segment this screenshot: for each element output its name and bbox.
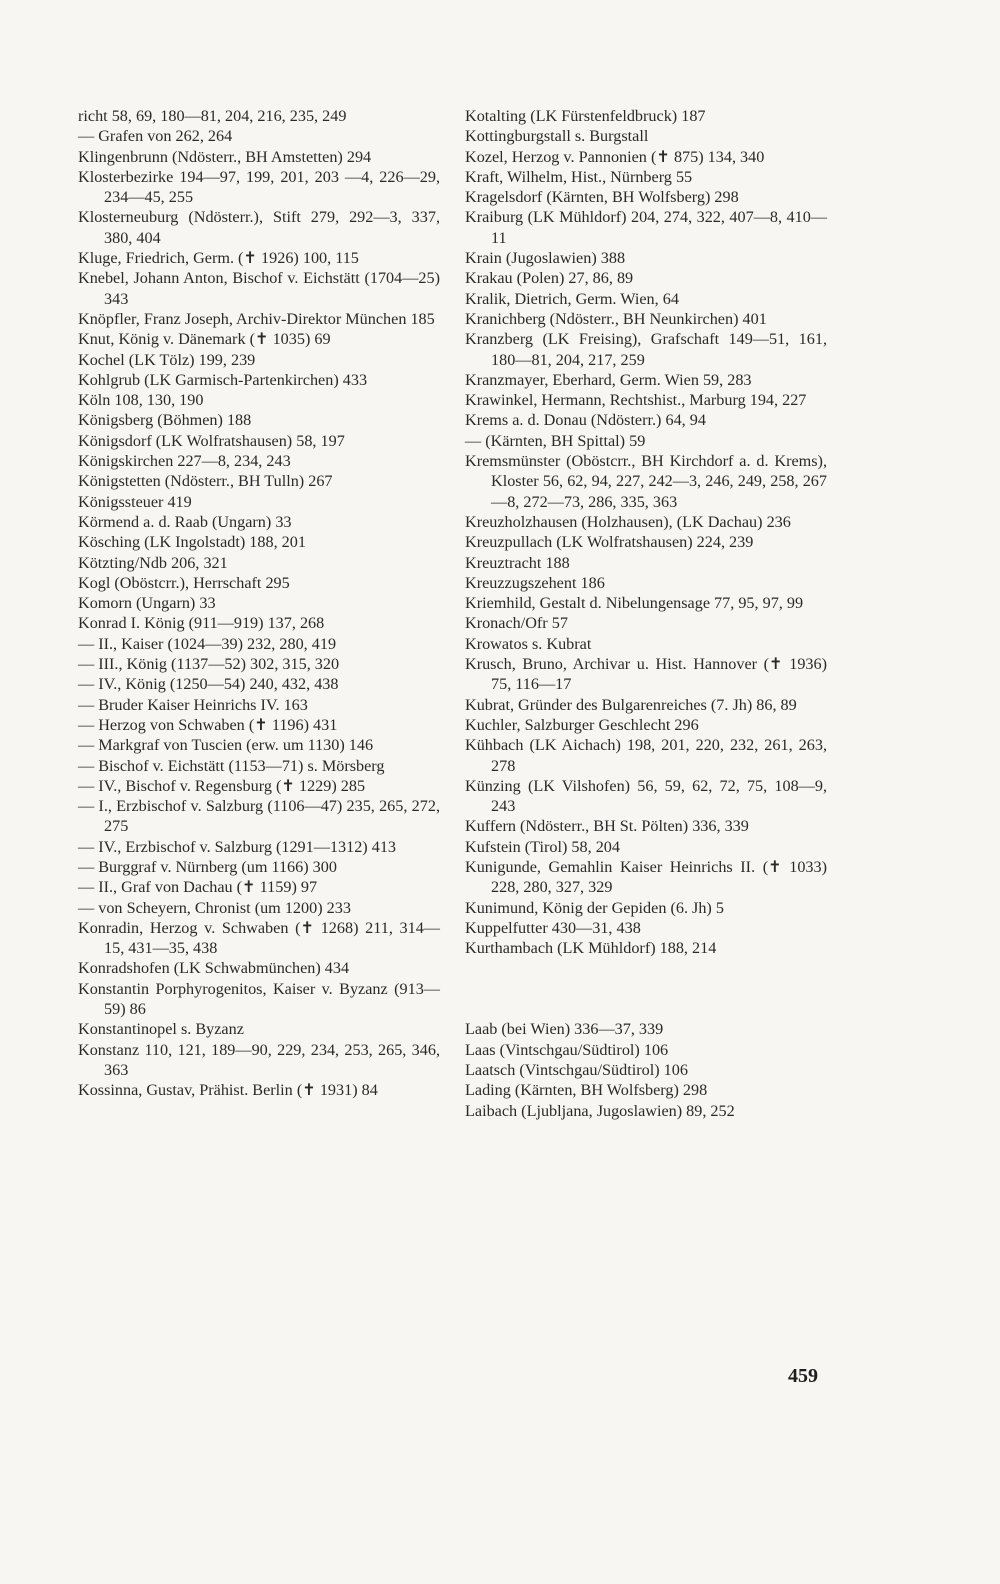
index-entry: Klingenbrunn (Ndösterr., BH Amstetten) 294 <box>78 147 372 166</box>
index-column-right <box>465 106 827 1121</box>
index-entry: Krowatos s. Kubrat <box>465 634 592 653</box>
index-entry: Kralik, Dietrich, Germ. Wien, 64 <box>465 289 679 308</box>
index-entry: Komorn (Ungarn) 33 <box>78 594 216 613</box>
index-entry: Krems a. d. Donau (Ndösterr.) 64, 94 <box>465 411 706 430</box>
index-entry: Kranzberg (LK Freising), Grafschaft 149—51, 161, 180—81, 204, 217, 259 <box>465 330 827 369</box>
index-entry: Königssteuer 419 <box>78 492 192 511</box>
index-entry: Kraft, Wilhelm, Hist., Nürnberg 55 <box>465 167 693 186</box>
index-entry: Konstantinopel s. Byzanz <box>78 1020 244 1039</box>
index-entry: Königsdorf (LK Wolfratshausen) 58, 197 <box>78 431 345 450</box>
index-entry: Kunigunde, Gemahlin Kaiser Heinrichs II. (✝ 1033) 228, 280, 327, 329 <box>465 857 827 897</box>
index-entry: Kühbach (LK Aichach) 198, 201, 220, 232, 261, 263, 278 <box>465 736 827 775</box>
index-entry: Kronach/Ofr 57 <box>465 614 568 633</box>
index-entry: Konstantin Porphyrogenitos, Kaiser v. Byzanz (913—59) 86 <box>78 979 440 1019</box>
index-entry: Kreuzpullach (LK Wolfratshausen) 224, 239 <box>465 533 754 552</box>
index-entry: Kuppelfutter 430—31, 438 <box>465 918 641 937</box>
index-entry: Kubrat, Gründer des Bulgarenreiches (7. Jh) 86, 89 <box>465 695 797 714</box>
index-entry: Kossinna, Gustav, Prähist. Berlin (✝ 1931) 84 <box>78 1081 378 1100</box>
index-entry: — Bischof v. Eichstätt (1153—71) s. Mörsberg <box>78 756 385 775</box>
index-entry: Kunimund, König der Gepiden (6. Jh) 5 <box>465 898 724 917</box>
index-entry: Klosterbezirke 194—97, 199, 201, 203 —4, 226—29, 234—45, 255 <box>78 167 440 207</box>
index-entry: — IV., König (1250—54) 240, 432, 438 <box>78 675 339 694</box>
index-group-k <box>465 106 827 958</box>
index-entry: — II., Kaiser (1024—39) 232, 280, 419 <box>78 634 337 653</box>
index-column-left <box>78 106 440 1101</box>
index-entry: Königskirchen 227—8, 234, 243 <box>78 452 291 471</box>
index-entry: Knöpfler, Franz Joseph, Archiv-Direktor München 185 <box>78 309 435 328</box>
index-entry: Kösching (LK Ingolstadt) 188, 201 <box>78 533 306 552</box>
index-entry: Klosterneuburg (Ndösterr.), Stift 279, 292—3, 337, 380, 404 <box>78 208 440 247</box>
index-entry: Kötzting/Ndb 206, 321 <box>78 553 228 572</box>
index-entry: Kurthambach (LK Mühldorf) 188, 214 <box>465 939 717 958</box>
index-entry: — III., König (1137—52) 302, 315, 320 <box>78 655 340 674</box>
index-entry: — I., Erzbischof v. Salzburg (1106—47) 235, 265, 272, 275 <box>78 797 440 836</box>
section-gap <box>465 958 827 1019</box>
index-entry: Krawinkel, Hermann, Rechtshist., Marburg 194, 227 <box>465 391 807 410</box>
index-entry: Kochel (LK Tölz) 199, 239 <box>78 350 256 369</box>
index-entry: Krain (Jugoslawien) 388 <box>465 249 626 268</box>
index-entry: Kozel, Herzog v. Pannonien (✝ 875) 134, 340 <box>465 147 765 166</box>
index-entry: Kreuzholzhausen (Holzhausen), (LK Dachau) 236 <box>465 512 791 531</box>
index-entry: Laas (Vintschgau/Südtirol) 106 <box>465 1040 669 1059</box>
index-entry: Kreuztracht 188 <box>465 553 570 572</box>
index-entry: Künzing (LK Vilshofen) 56, 59, 62, 72, 75, 108—9, 243 <box>465 776 827 816</box>
index-entry: Laab (bei Wien) 336—37, 339 <box>465 1020 664 1039</box>
index-entry: Kuffern (Ndösterr., BH St. Pölten) 336, 339 <box>465 817 749 836</box>
index-entry: — II., Graf von Dachau (✝ 1159) 97 <box>78 878 318 897</box>
index-entry: Krusch, Bruno, Archivar u. Hist. Hannover (✝ 1936) 75, 116—17 <box>465 655 827 694</box>
index-entry: Königsberg (Böhmen) 188 <box>78 411 252 430</box>
index-entry: — IV., Bischof v. Regensburg (✝ 1229) 285 <box>78 776 366 795</box>
index-entry: Köln 108, 130, 190 <box>78 391 204 410</box>
index-entry: Laatsch (Vintschgau/Südtirol) 106 <box>465 1061 688 1080</box>
index-entry: Lading (Kärnten, BH Wolfsberg) 298 <box>465 1081 708 1100</box>
index-group-l <box>465 1019 827 1120</box>
index-entry: Laibach (Ljubljana, Jugoslawien) 89, 252 <box>465 1101 735 1120</box>
index-entry: Kuchler, Salzburger Geschlecht 296 <box>465 715 699 734</box>
index-entry: Konradshofen (LK Schwabmünchen) 434 <box>78 959 350 978</box>
index-entry: — von Scheyern, Chronist (um 1200) 233 <box>78 898 351 917</box>
index-entry: — IV., Erzbischof v. Salzburg (1291—1312) 413 <box>78 837 397 856</box>
index-entry: Kriemhild, Gestalt d. Nibelungensage 77, 95, 97, 99 <box>465 594 804 613</box>
index-entry: Knut, König v. Dänemark (✝ 1035) 69 <box>78 330 331 349</box>
index-entry: Kohlgrub (LK Garmisch-Partenkirchen) 433 <box>78 370 368 389</box>
index-entry: Konstanz 110, 121, 189—90, 229, 234, 253, 265, 346, 363 <box>78 1040 440 1079</box>
index-entry: richt 58, 69, 180—81, 204, 216, 235, 249 <box>78 107 347 125</box>
index-entry: Körmend a. d. Raab (Ungarn) 33 <box>78 512 292 531</box>
index-entry: Kreuzzugszehent 186 <box>465 573 605 592</box>
index-entry: Kotalting (LK Fürstenfeldbruck) 187 <box>465 107 706 125</box>
index-entry: Kluge, Friedrich, Germ. (✝ 1926) 100, 115 <box>78 249 359 268</box>
index-entry: Kranichberg (Ndösterr., BH Neunkirchen) 401 <box>465 309 767 328</box>
index-entry: — Burggraf v. Nürnberg (um 1166) 300 <box>78 857 337 876</box>
index-entry: Kogl (Oböstcrr.), Herrschaft 295 <box>78 573 290 592</box>
index-entry: Kraiburg (LK Mühldorf) 204, 274, 322, 407—8, 410—11 <box>465 208 827 247</box>
page-number: 459 <box>788 1365 818 1387</box>
index-entry: — Bruder Kaiser Heinrichs IV. 163 <box>78 695 308 714</box>
index-entry: Kragelsdorf (Kärnten, BH Wolfsberg) 298 <box>465 188 739 207</box>
index-entry: Kottingburgstall s. Burgstall <box>465 127 649 146</box>
index-entry: — Grafen von 262, 264 <box>78 127 233 146</box>
index-entry: Kufstein (Tirol) 58, 204 <box>465 837 620 856</box>
index-entry: Krakau (Polen) 27, 86, 89 <box>465 269 634 288</box>
index-entry: — Herzog von Schwaben (✝ 1196) 431 <box>78 715 338 734</box>
index-entry: — Markgraf von Tuscien (erw. um 1130) 146 <box>78 736 374 755</box>
index-entry: — (Kärnten, BH Spittal) 59 <box>465 431 646 450</box>
index-entry: Konrad I. König (911—919) 137, 268 <box>78 614 325 633</box>
index-entry: Kremsmünster (Oböstcrr., BH Kirchdorf a. d. Krems), Kloster 56, 62, 94, 227, 242—3, 246, 249, 258, 267—8, 272—73, 286, 335, 363 <box>465 452 827 511</box>
index-entry: Konradin, Herzog v. Schwaben (✝ 1268) 211, 314—15, 431—35, 438 <box>78 918 440 958</box>
index-entry: Kranzmayer, Eberhard, Germ. Wien 59, 283 <box>465 370 752 389</box>
index-entry: Knebel, Johann Anton, Bischof v. Eichstätt (1704—25) 343 <box>78 269 440 308</box>
index-entry: Königstetten (Ndösterr., BH Tulln) 267 <box>78 472 333 491</box>
